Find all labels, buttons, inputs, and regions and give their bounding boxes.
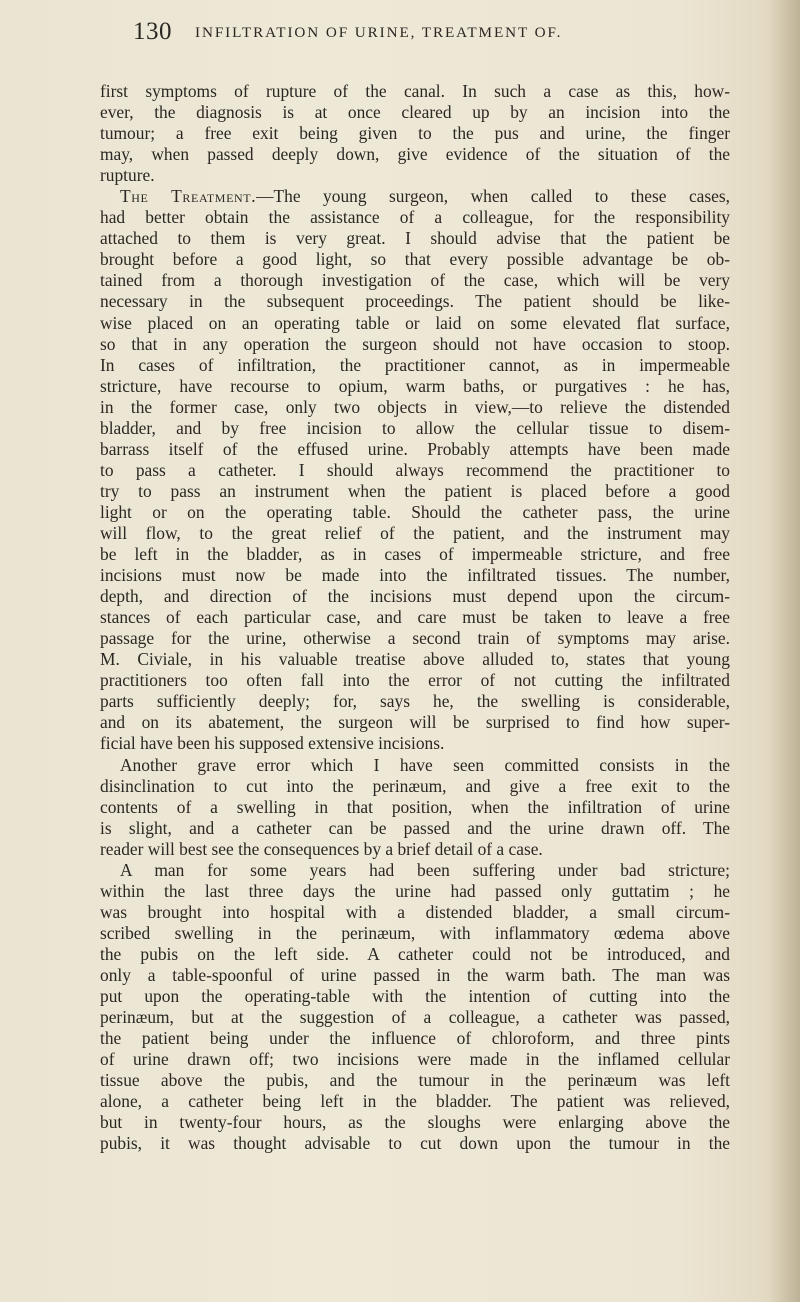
text-line: M. Civiale, in his valuable treatise above alluded to, states that young — [100, 649, 730, 670]
text-line: light or on the operating table. Should the catheter pass, the urine — [100, 501, 730, 522]
text-line: reader will best see the consequences by a brief detail of a case. — [100, 838, 543, 859]
text-line: contents of a swelling in that position, when the infiltration of urine — [100, 796, 730, 817]
text-line: wise placed on an operating table or laid on some elevated flat surface, — [100, 312, 730, 333]
text-line: practitioners too often fall into the error of not cutting the infiltrated — [100, 670, 730, 691]
text-line: but in twenty-four hours, as the sloughs were enlarging above the — [100, 1112, 730, 1133]
text-line: be left in the bladder, as in cases of impermeable stricture, and free — [100, 544, 730, 565]
text-line: Another grave error which I have seen committed consists in the — [120, 754, 730, 775]
text-line: so that in any operation the surgeon should not have occasion to stoop. — [100, 333, 730, 354]
page-number: 130 — [133, 18, 172, 45]
text-line: necessary in the subsequent proceedings. The patient should be like- — [100, 291, 730, 312]
text-line: tissue above the pubis, and the tumour in the perinæum was left — [100, 1070, 730, 1091]
text-line: depth, and direction of the incisions must depend upon the circum- — [100, 586, 730, 607]
text-line: passage for the urine, otherwise a second train of symptoms may arise. — [100, 628, 730, 649]
text-line: to pass a catheter. I should always recommend the practitioner to — [100, 459, 730, 480]
running-head: INFILTRATION OF URINE, TREATMENT OF. — [195, 24, 563, 41]
text-line: rupture. — [100, 165, 155, 186]
text-line: had better obtain the assistance of a colleague, for the responsibility — [100, 207, 730, 228]
page-header — [133, 18, 733, 52]
text-line: pubis, it was thought advisable to cut down upon the tumour in the — [100, 1133, 730, 1154]
text-line: brought before a good light, so that every possible advantage be ob- — [100, 249, 730, 270]
text-line: disinclination to cut into the perinæum, and give a free exit to the — [100, 775, 730, 796]
text-line: the patient being under the influence of chloroform, and three pints — [100, 1028, 730, 1049]
text-line: will flow, to the great relief of the patient, and the instrument may — [100, 522, 730, 543]
text-line: ficial have been his supposed extensive incisions. — [100, 733, 445, 754]
treatment-paragraph-first-line — [100, 186, 730, 207]
text-line: scribed swelling in the perinæum, with inflammatory œdema above — [100, 922, 730, 943]
text-line: may, when passed deeply down, give evidence of the situation of the — [100, 144, 730, 165]
text-line: only a table-spoonful of urine passed in the warm bath. The man was — [100, 964, 730, 985]
text-line: is slight, and a catheter can be passed and the urine drawn off. The — [100, 817, 730, 838]
text-line: in the former case, only two objects in view,—to relieve the distended — [100, 396, 730, 417]
text-line: alone, a catheter being left in the bladder. The patient was relieved, — [100, 1091, 730, 1112]
text-line: was brought into hospital with a distended bladder, a small circum- — [100, 901, 730, 922]
page-edge-shadow — [766, 0, 800, 1302]
text-line: of urine drawn off; two incisions were made in the inflamed cellular — [100, 1049, 730, 1070]
text-line: within the last three days the urine had passed only guttatim ; he — [100, 880, 730, 901]
body-text — [100, 81, 730, 1154]
text-line: barrass itself of the effused urine. Probably attempts have been made — [100, 438, 730, 459]
text-line: and on its abatement, the surgeon will be surprised to find how super- — [100, 712, 730, 733]
text-line: ever, the diagnosis is at once cleared up by an incision into the — [100, 102, 730, 123]
text-line: —The young surgeon, when called to these cases, — [256, 186, 730, 207]
text-line: tained from a thorough investigation of the case, which will be very — [100, 270, 730, 291]
text-line: first symptoms of rupture of the canal. In such a case as this, how- — [100, 81, 730, 101]
text-line: put upon the operating-table with the intention of cutting into the — [100, 986, 730, 1007]
text-line: perinæum, but at the suggestion of a colleague, a catheter was passed, — [100, 1007, 730, 1028]
text-line: A man for some years had been suffering under bad stricture; — [120, 859, 730, 880]
text-line: the pubis on the left side. A catheter could not be introduced, and — [100, 943, 730, 964]
text-line: stances of each particular case, and care must be taken to leave a free — [100, 607, 730, 628]
text-line: parts sufficiently deeply; for, says he, the swelling is considerable, — [100, 691, 730, 712]
treatment-heading: The Treatment. — [120, 186, 257, 207]
text-line: incisions must now be made into the infiltrated tissues. The number, — [100, 565, 730, 586]
text-line: stricture, have recourse to opium, warm baths, or purgatives : he has, — [100, 375, 730, 396]
text-line: attached to them is very great. I should advise that the patient be — [100, 228, 730, 249]
text-line: try to pass an instrument when the patient is placed before a good — [100, 480, 730, 501]
text-line: tumour; a free exit being given to the pus and urine, the finger — [100, 123, 730, 144]
text-line: In cases of infiltration, the practitioner cannot, as in impermeable — [100, 354, 730, 375]
text-line: bladder, and by free incision to allow the cellular tissue to disem- — [100, 417, 730, 438]
